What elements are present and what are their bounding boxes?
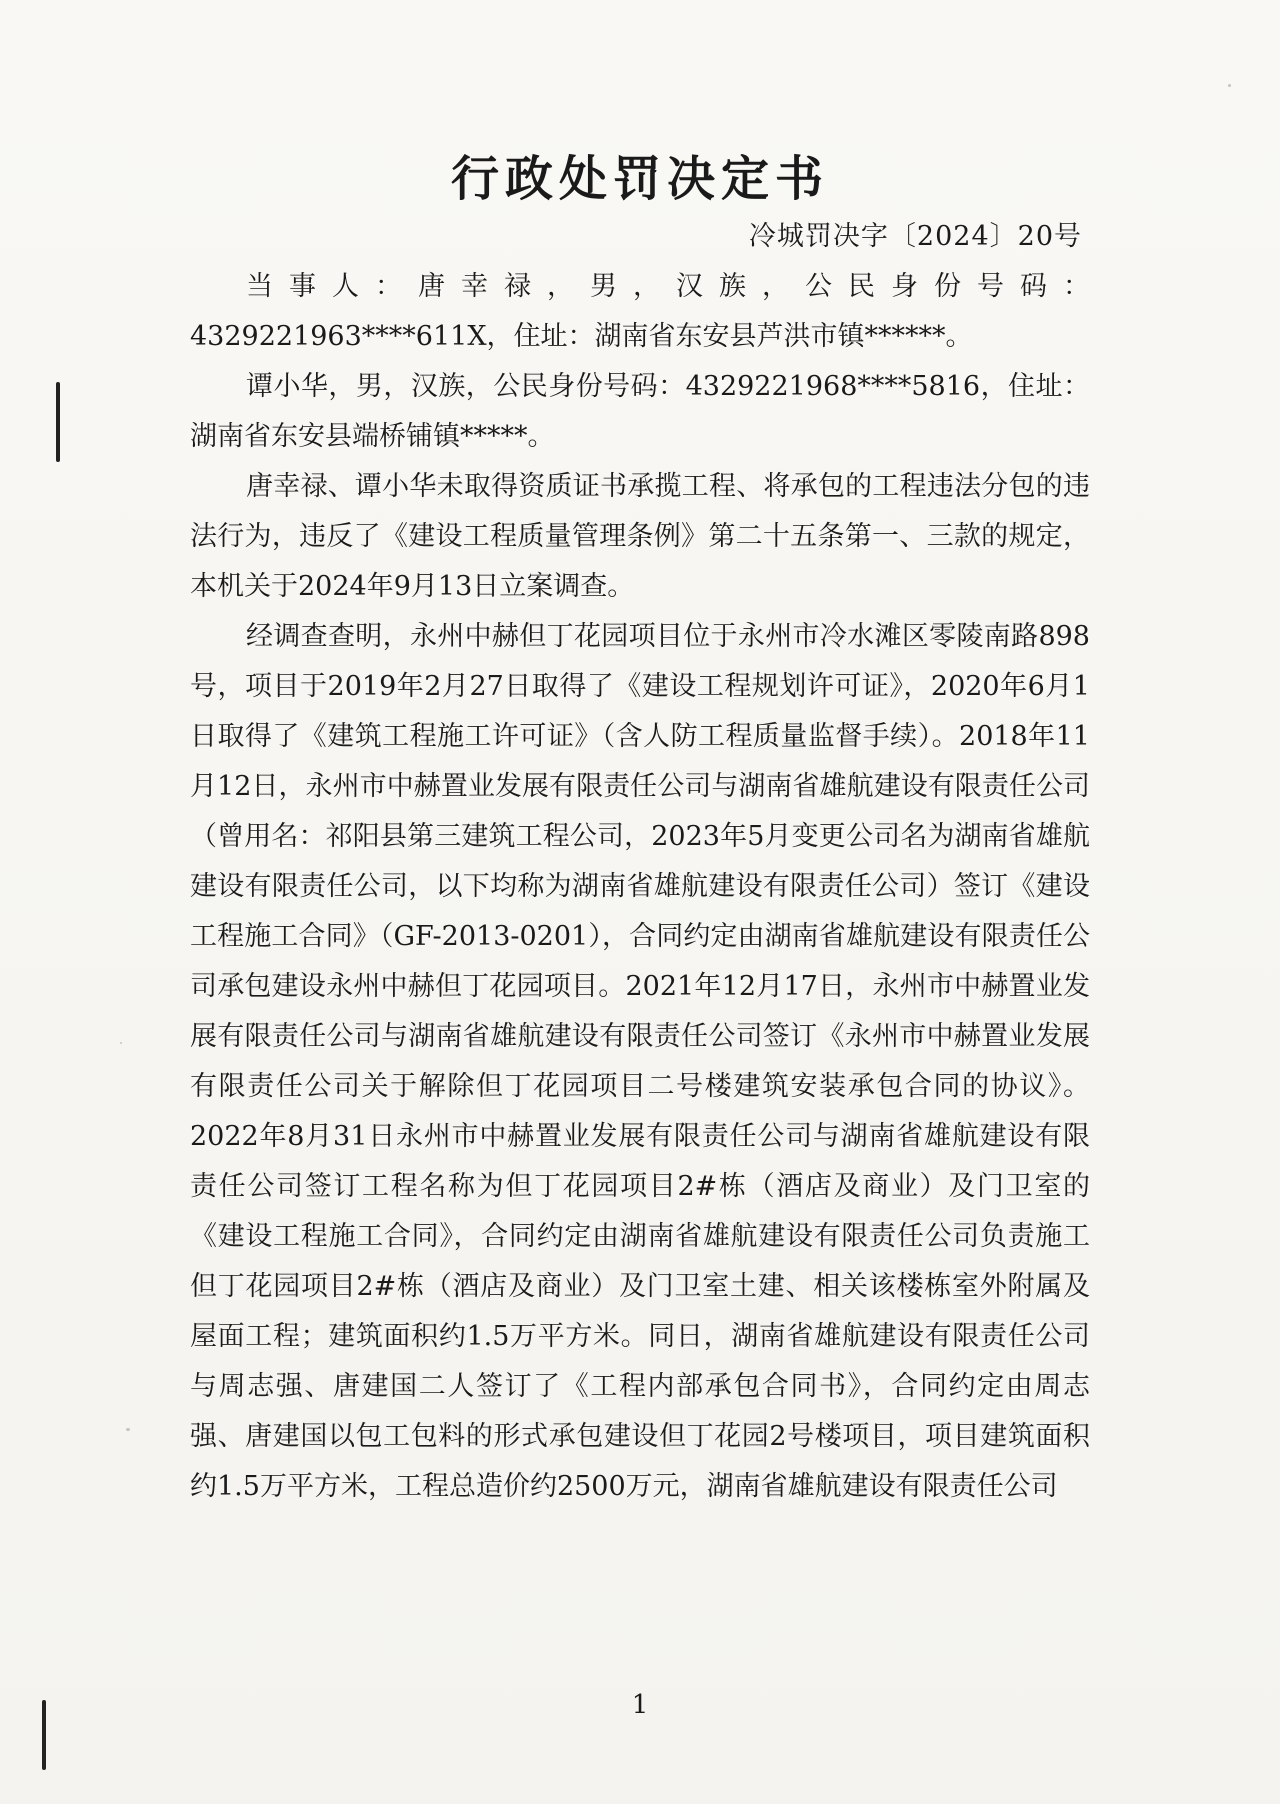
page-number: 1 (631, 1690, 649, 1720)
paragraph-violation: 唐幸禄、谭小华未取得资质证书承揽工程、将承包的工程违法分包的违法行为，违反了《建设工程质量管理条例》第二十五条第一、三款的规定，本机关于2024年9月13日立案调查。 (190, 471, 1090, 602)
scan-speck (126, 1428, 130, 1431)
paragraph-investigation: 经调查查明，永州中赫但丁花园项目位于永州市冷水滩区零陵南路898号，项目于2019年2月27日取得了《建设工程规划许可证》，2020年6月1日取得了《建筑工程施工许可证》（含人防工程质量监督手续）。2018年11月12日，永州市中赫置业发展有限责任公司与湖南省雄航建设有限责任公司（曾用名：祁阳县第三建筑工程公司，2023年5月变更公司名为湖南省雄航建设有限责任公司，以下均称为湖南省雄航建设有限责任公司）签订《建设工程施工合同》（GF-2013-0201），合同约定由湖南省雄航建设有限责任公司承包建设永州中赫但丁花园项目。2021年12月17日，永州市中赫置业发展有限责任公司与湖南省雄航建设有限责任公司签订《永州市中赫置业发展有限责任公司关于解除但丁花园项目二号楼建筑安装承包合同的协议》。2022年8月31日永州市中赫置业发展有限责任公司与湖南省雄航建设有限责任公司签订工程名称为但丁花园项目2#栋（酒店及商业）及门卫室的《建设工程施工合同》，合同约定由湖南省雄航建设有限责任公司负责施工但丁花园项目2#栋（酒店及商业）及门卫室土建、相关该楼栋室外附属及屋面工程；建筑面积约1.5万平方米。同日，湖南省雄航建设有限责任公司与周志强、唐建国二人签订了《工程内部承包合同书》，合同约定由周志强、唐建国以包工包料的形式承包建设但丁花园2号楼项目，项目建筑面积约1.5万平方米，工程总造价约2500万元，湖南省雄航建设有限责任公司 (190, 621, 1091, 1502)
document-title: 行政处罚决定书 (450, 151, 829, 207)
paragraph-party-1: 当事人：唐幸禄，男，汉族，公民身份号码：4329221963****611X，住址：湖南省东安县芦洪市镇******。 (190, 271, 1090, 352)
paragraph-party-2: 谭小华，男，汉族，公民身份号码：4329221968****5816，住址：湖南省东安县端桥铺镇*****。 (190, 371, 1090, 452)
scan-speck (120, 1042, 122, 1044)
scan-speck (1228, 84, 1231, 87)
document-body (190, 262, 1090, 1512)
scan-margin-mark (56, 382, 60, 462)
document-number: 冷城罚决字〔2024〕20号 (748, 221, 1082, 252)
